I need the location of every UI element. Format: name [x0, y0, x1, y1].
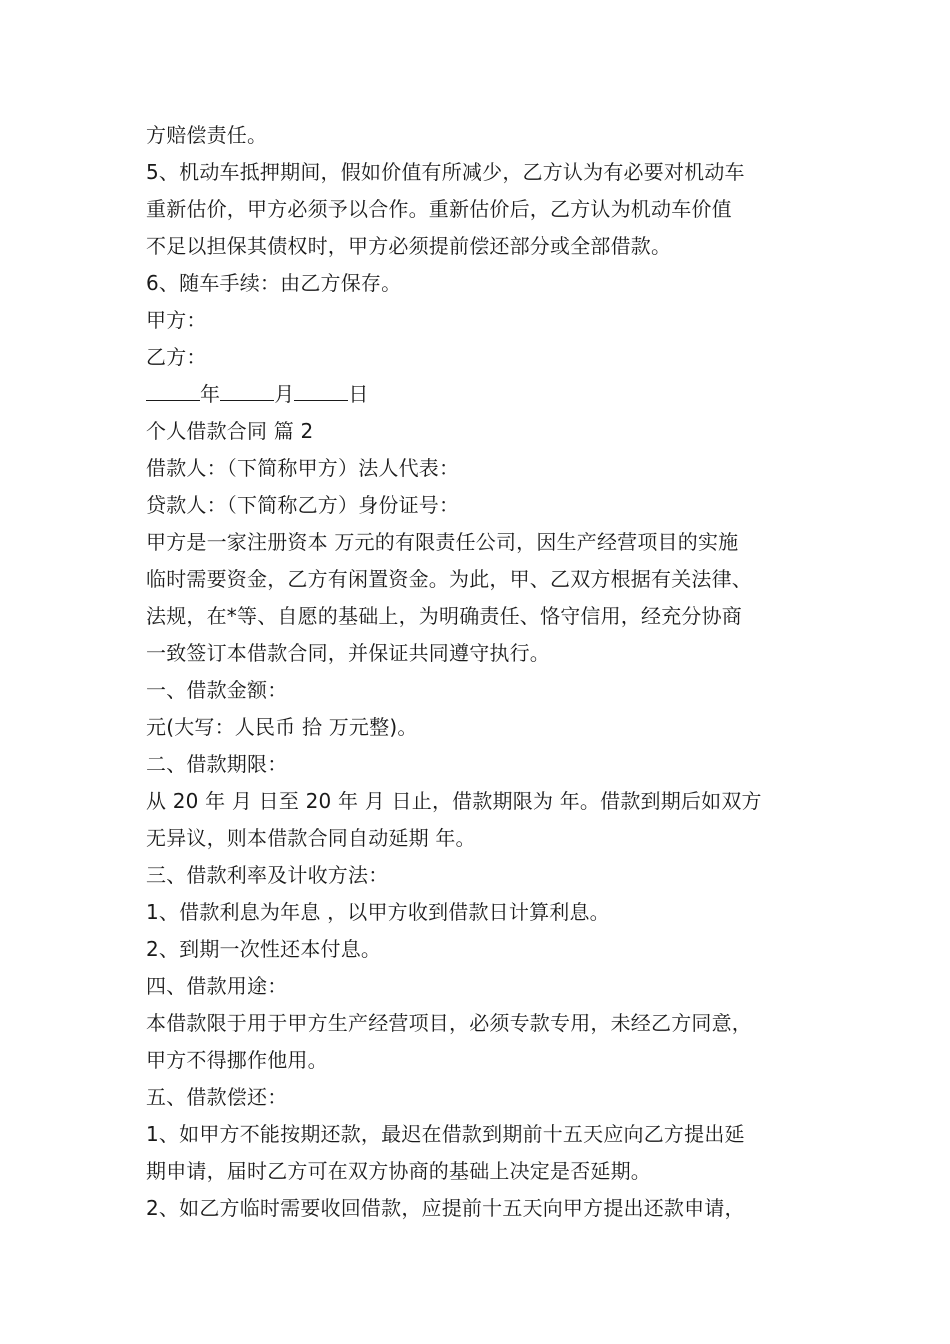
text-line: 2、如乙方临时需要收回借款，应提前十五天向甲方提出还款申请， — [146, 1196, 745, 1220]
text-line: 1、如甲方不能按期还款，最迟在借款到期前十五天应向乙方提出延 — [146, 1122, 745, 1146]
text-line: 一致签订本借款合同，并保证共同遵守执行。 — [146, 641, 550, 665]
text-line: 1、借款利息为年息 ，以甲方收到借款日计算利息。 — [146, 900, 610, 924]
text-line: 元(大写：人民币 拾 万元整)。 — [146, 715, 418, 739]
signature-party-b: 乙方： — [146, 345, 207, 369]
clause-heading: 四、借款用途： — [146, 974, 288, 998]
year-label: 年 — [200, 382, 221, 406]
clause-heading: 一、借款金额： — [146, 678, 288, 702]
year-blank — [146, 378, 200, 401]
signature-party-a: 甲方： — [146, 308, 207, 332]
text-line: 甲方不得挪作他用。 — [146, 1048, 328, 1072]
text-line: 5、机动车抵押期间，假如价值有所减少，乙方认为有必要对机动车 — [146, 160, 745, 184]
text-line: 本借款限于用于甲方生产经营项目，必须专款专用，未经乙方同意， — [146, 1011, 752, 1035]
day-label: 日 — [348, 382, 369, 406]
text-line: 无异议，则本借款合同自动延期 年。 — [146, 826, 476, 850]
text-line: 临时需要资金，乙方有闲置资金。为此，甲、乙双方根据有关法律、 — [146, 567, 752, 591]
text-line: 不足以担保其债权时，甲方必须提前偿还部分或全部借款。 — [146, 234, 672, 258]
clause-heading: 三、借款利率及计收方法： — [146, 863, 389, 887]
day-blank — [294, 378, 348, 401]
text-line: 法规，在*等、自愿的基础上，为明确责任、恪守信用，经充分协商 — [146, 604, 742, 628]
document-body — [146, 117, 846, 1227]
text-line: 甲方是一家注册资本 万元的有限责任公司，因生产经营项目的实施 — [146, 530, 739, 554]
text-line: 贷款人：（下简称乙方）身份证号： — [146, 493, 460, 517]
clause-heading: 五、借款偿还： — [146, 1085, 288, 1109]
date-line — [146, 376, 846, 413]
section-title: 个人借款合同 篇 2 — [146, 419, 314, 443]
text-line: 从 20 年 月 日至 20 年 月 日止，借款期限为 年。借款到期后如双方 — [146, 789, 762, 813]
text-line: 重新估价，甲方必须予以合作。重新估价后，乙方认为机动车价值 — [146, 197, 732, 221]
month-blank — [220, 378, 274, 401]
month-label: 月 — [274, 382, 295, 406]
clause-heading: 二、借款期限： — [146, 752, 288, 776]
text-line: 方赔偿责任。 — [146, 123, 268, 147]
text-line: 期申请，届时乙方可在双方协商的基础上决定是否延期。 — [146, 1159, 651, 1183]
text-line: 借款人：（下简称甲方）法人代表： — [146, 456, 460, 480]
text-line: 2、到期一次性还本付息。 — [146, 937, 382, 961]
text-line: 6、随车手续：由乙方保存。 — [146, 271, 402, 295]
